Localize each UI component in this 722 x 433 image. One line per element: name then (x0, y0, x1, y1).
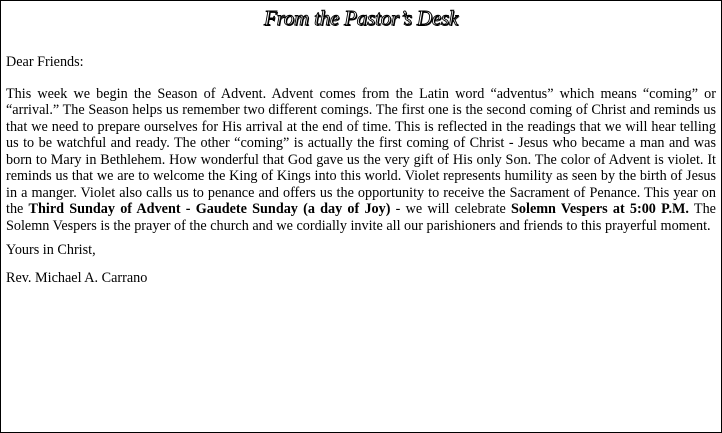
signature: Rev. Michael A. Carrano (6, 270, 148, 287)
page-title: From the Pastor’s Desk (263, 6, 459, 30)
closing: Yours in Christ, (6, 242, 96, 259)
letter-content (6, 1, 716, 287)
third-sunday-emphasis: Third Sunday of Advent - Gaudete Sunday (a day of Joy) (28, 201, 391, 218)
body-text-part-3: The Solemn Vespers is the prayer of the church and we cordially invite all our parishioners and friends to this prayerful moment. (6, 201, 716, 234)
body-text-part-1: This week we begin the Season of Advent. Advent comes from the Latin word “adventus” which means “coming” or “arrival.” The Season helps us remember two different comings. The first one is the second coming of Christ and reminds us that we need to prepare ourselves for His arrival at the end of time. This is reflected in the readings that we will hear telling us to be watchful and ready. The other “coming” is actually the first coming of Christ - Jesus who became a man and was born to Mary in Bethlehem. How wonderful that God gave us the very gift of His only Son. The color of Advent is violet. It reminds us that we are to welcome the King of Kings into this world. Violet represents humility as seen by the birth of Jesus in a manger. Violet also calls us to penance and offers us the opportunity to receive the Sacrament of Penance. This year on the (6, 85, 716, 218)
body-text-part-2: - we will celebrate (390, 201, 512, 218)
salutation: Dear Friends: (6, 54, 84, 70)
vespers-time-emphasis: Solemn Vespers at 5:00 P.M. (511, 201, 689, 218)
body-paragraph (6, 86, 716, 235)
